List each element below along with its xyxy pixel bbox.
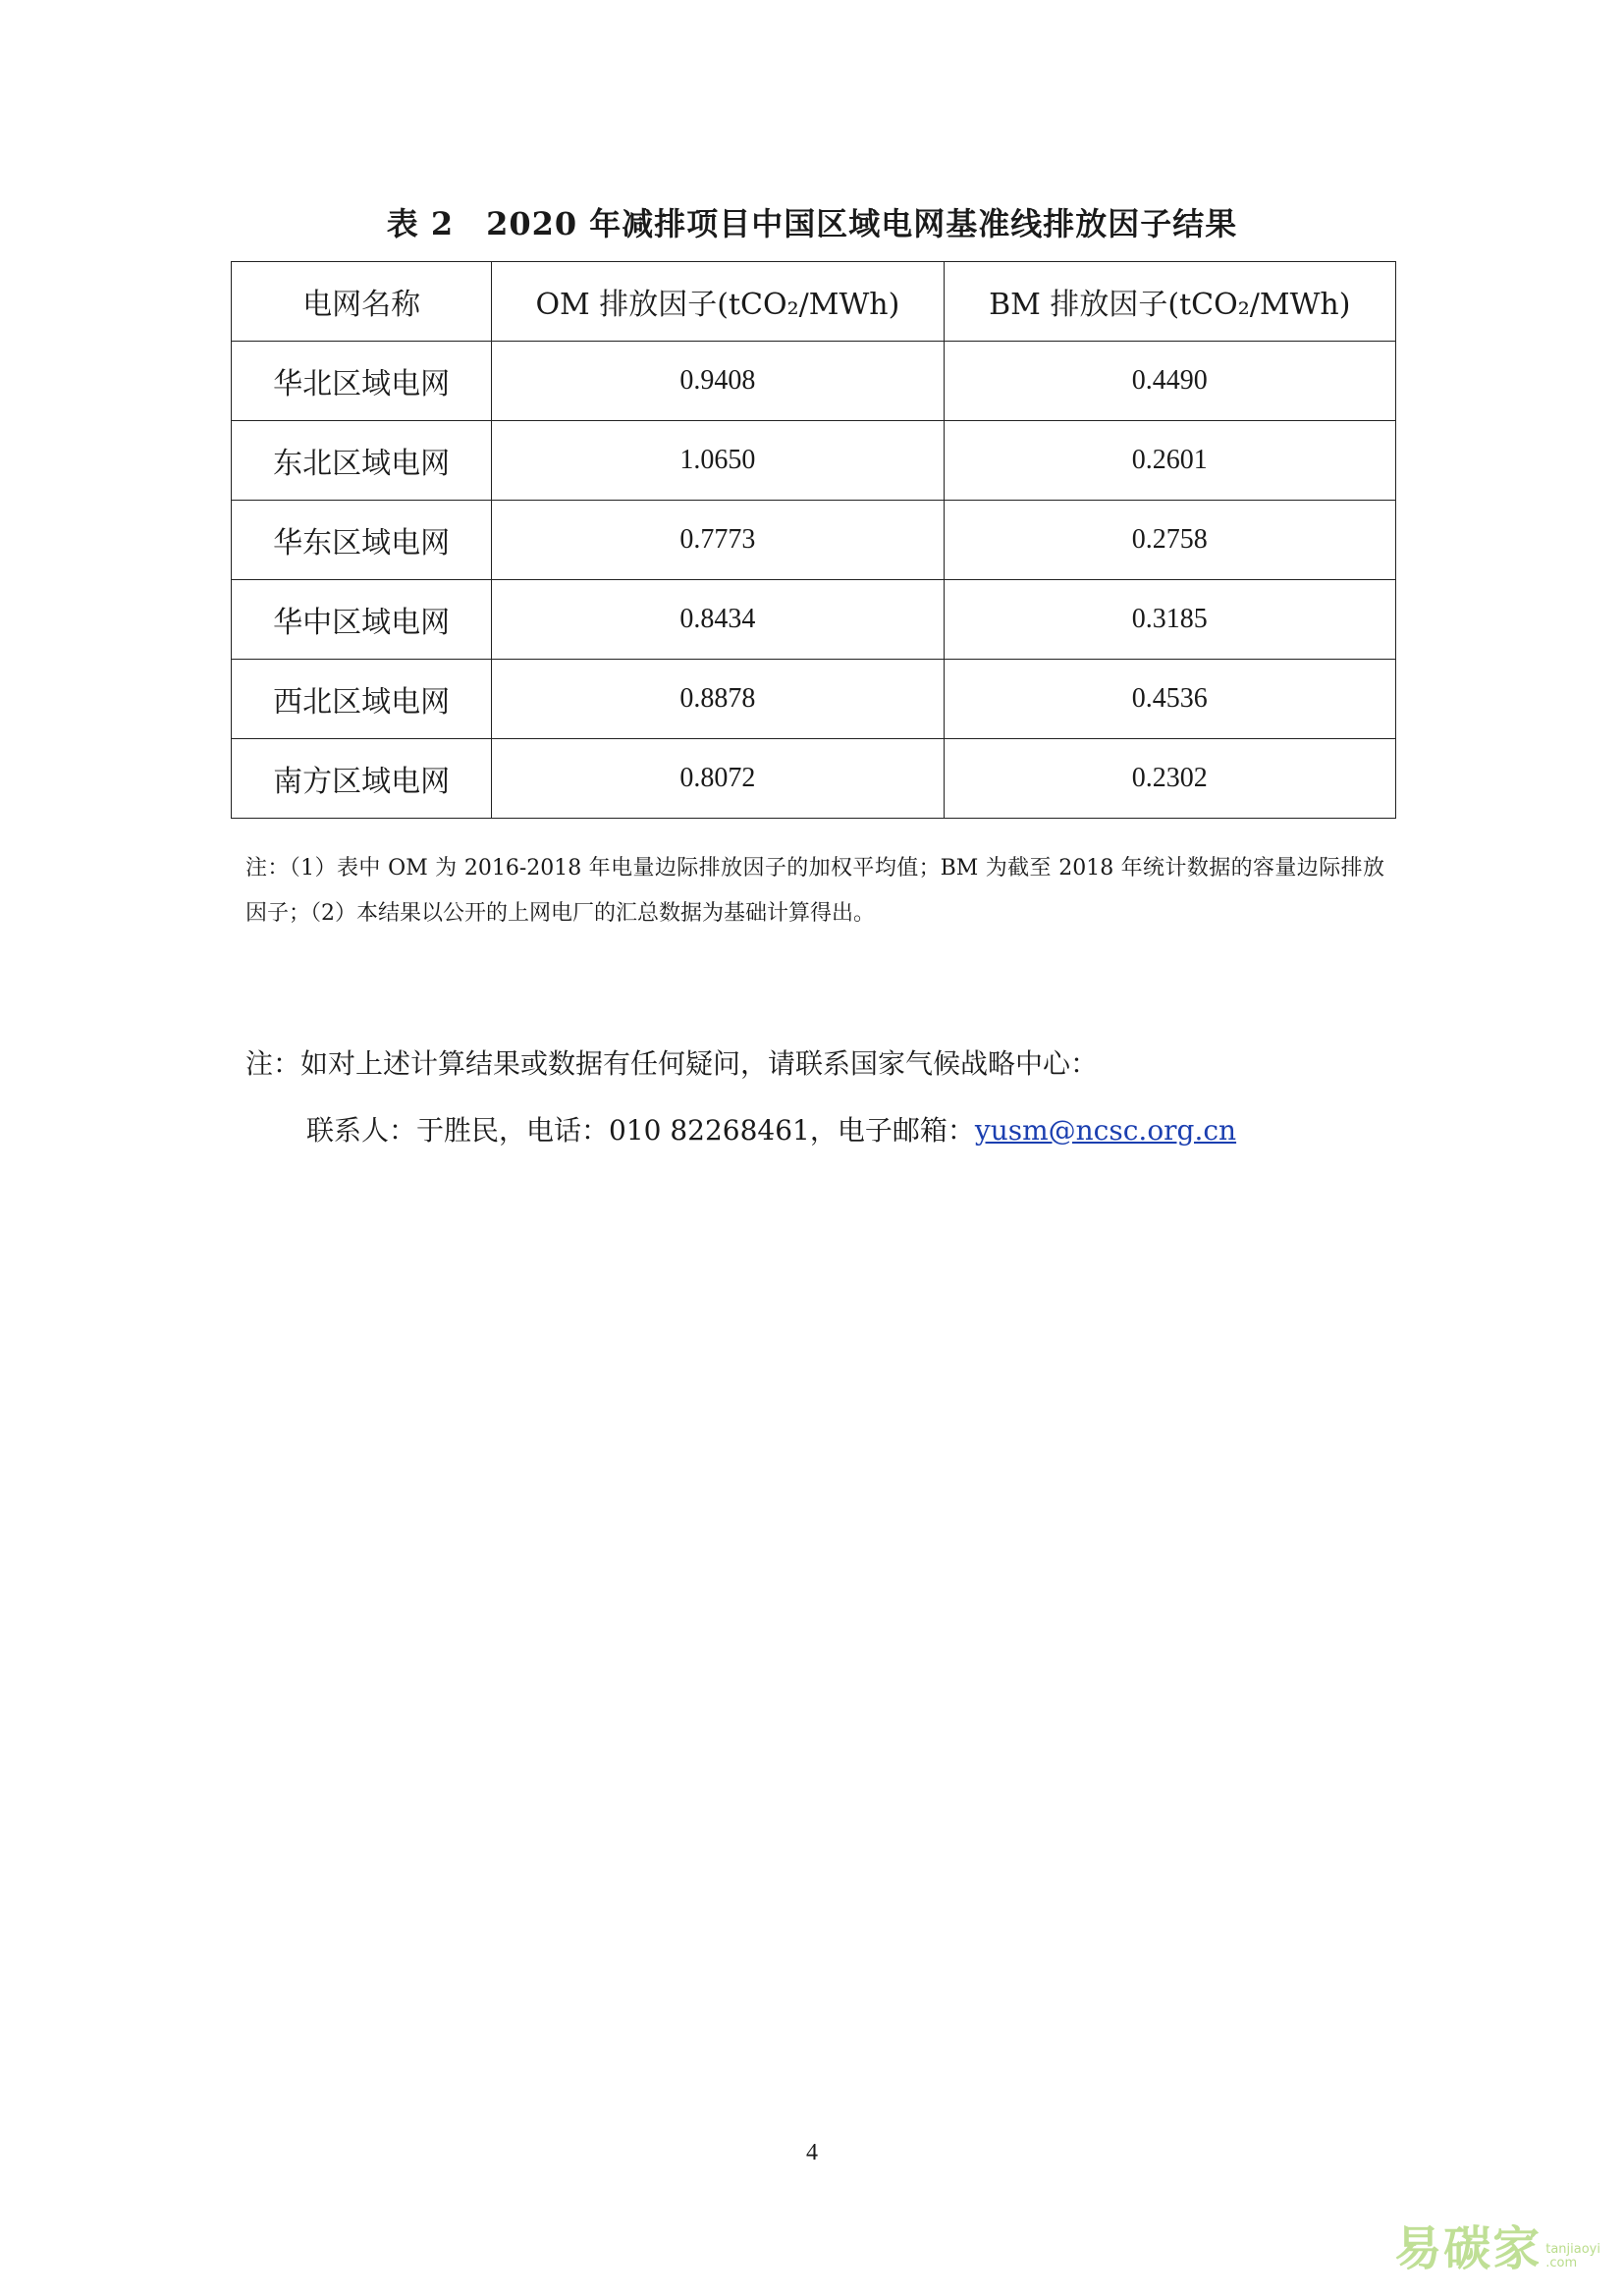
page-number: 4 xyxy=(806,2140,818,2165)
bm-value-cell: 0.2758 xyxy=(944,501,1395,580)
emission-factor-table xyxy=(231,261,1396,819)
bm-value-cell: 0.4536 xyxy=(944,660,1395,739)
table-title: 表 2 2020 年减排项目中国区域电网基准线排放因子结果 xyxy=(386,205,1238,242)
bm-value-cell: 0.3185 xyxy=(944,580,1395,660)
bm-value-cell: 0.4490 xyxy=(944,342,1395,421)
table-header-row xyxy=(232,262,1396,342)
table-row xyxy=(232,739,1396,819)
grid-name-cell: 华东区域电网 xyxy=(232,501,492,580)
om-value-cell: 1.0650 xyxy=(492,421,944,501)
grid-name-cell: 华北区域电网 xyxy=(232,342,492,421)
table-row xyxy=(232,421,1396,501)
contact-details: 联系人：于胜民，电话：010 82268461，电子邮箱： xyxy=(306,1114,975,1147)
contact-info xyxy=(245,1031,1404,1164)
watermark-sub xyxy=(1545,2243,1600,2270)
om-value-cell: 0.8434 xyxy=(492,580,944,660)
table-row xyxy=(232,501,1396,580)
header-om-factor: OM 排放因子(tCO₂/MWh) xyxy=(492,262,944,342)
contact-note-line: 注：如对上述计算结果或数据有任何疑问，请联系国家气候战略中心： xyxy=(245,1047,1099,1080)
table-footnote: 注：（1）表中 OM 为 2016-2018 年电量边际排放因子的加权平均值；BM 为截至 2018 年统计数据的容量边际排放因子；（2）本结果以公开的上网电厂的汇总数据为基础计算得出。 xyxy=(245,856,1384,926)
grid-name-cell: 南方区域电网 xyxy=(232,739,492,819)
table-row xyxy=(232,660,1396,739)
table-row xyxy=(232,342,1396,421)
header-bm-factor: BM 排放因子(tCO₂/MWh) xyxy=(944,262,1395,342)
table-row xyxy=(232,580,1396,660)
email-link[interactable]: yusm@ncsc.org.cn xyxy=(974,1114,1237,1147)
bm-value-cell: 0.2302 xyxy=(944,739,1395,819)
watermark-sub-2: .com xyxy=(1545,2256,1578,2270)
bm-value-cell: 0.2601 xyxy=(944,421,1395,501)
om-value-cell: 0.7773 xyxy=(492,501,944,580)
watermark-logo xyxy=(1394,2211,1600,2278)
grid-name-cell: 西北区域电网 xyxy=(232,660,492,739)
watermark-text: 易碳家 xyxy=(1394,2221,1543,2276)
header-grid-name: 电网名称 xyxy=(232,262,492,342)
om-value-cell: 0.8072 xyxy=(492,739,944,819)
om-value-cell: 0.8878 xyxy=(492,660,944,739)
grid-name-cell: 华中区域电网 xyxy=(232,580,492,660)
watermark-sub-1: tanjiaoyi xyxy=(1545,2242,1600,2257)
om-value-cell: 0.9408 xyxy=(492,342,944,421)
contact-person-line xyxy=(245,1097,1404,1164)
grid-name-cell: 东北区域电网 xyxy=(232,421,492,501)
